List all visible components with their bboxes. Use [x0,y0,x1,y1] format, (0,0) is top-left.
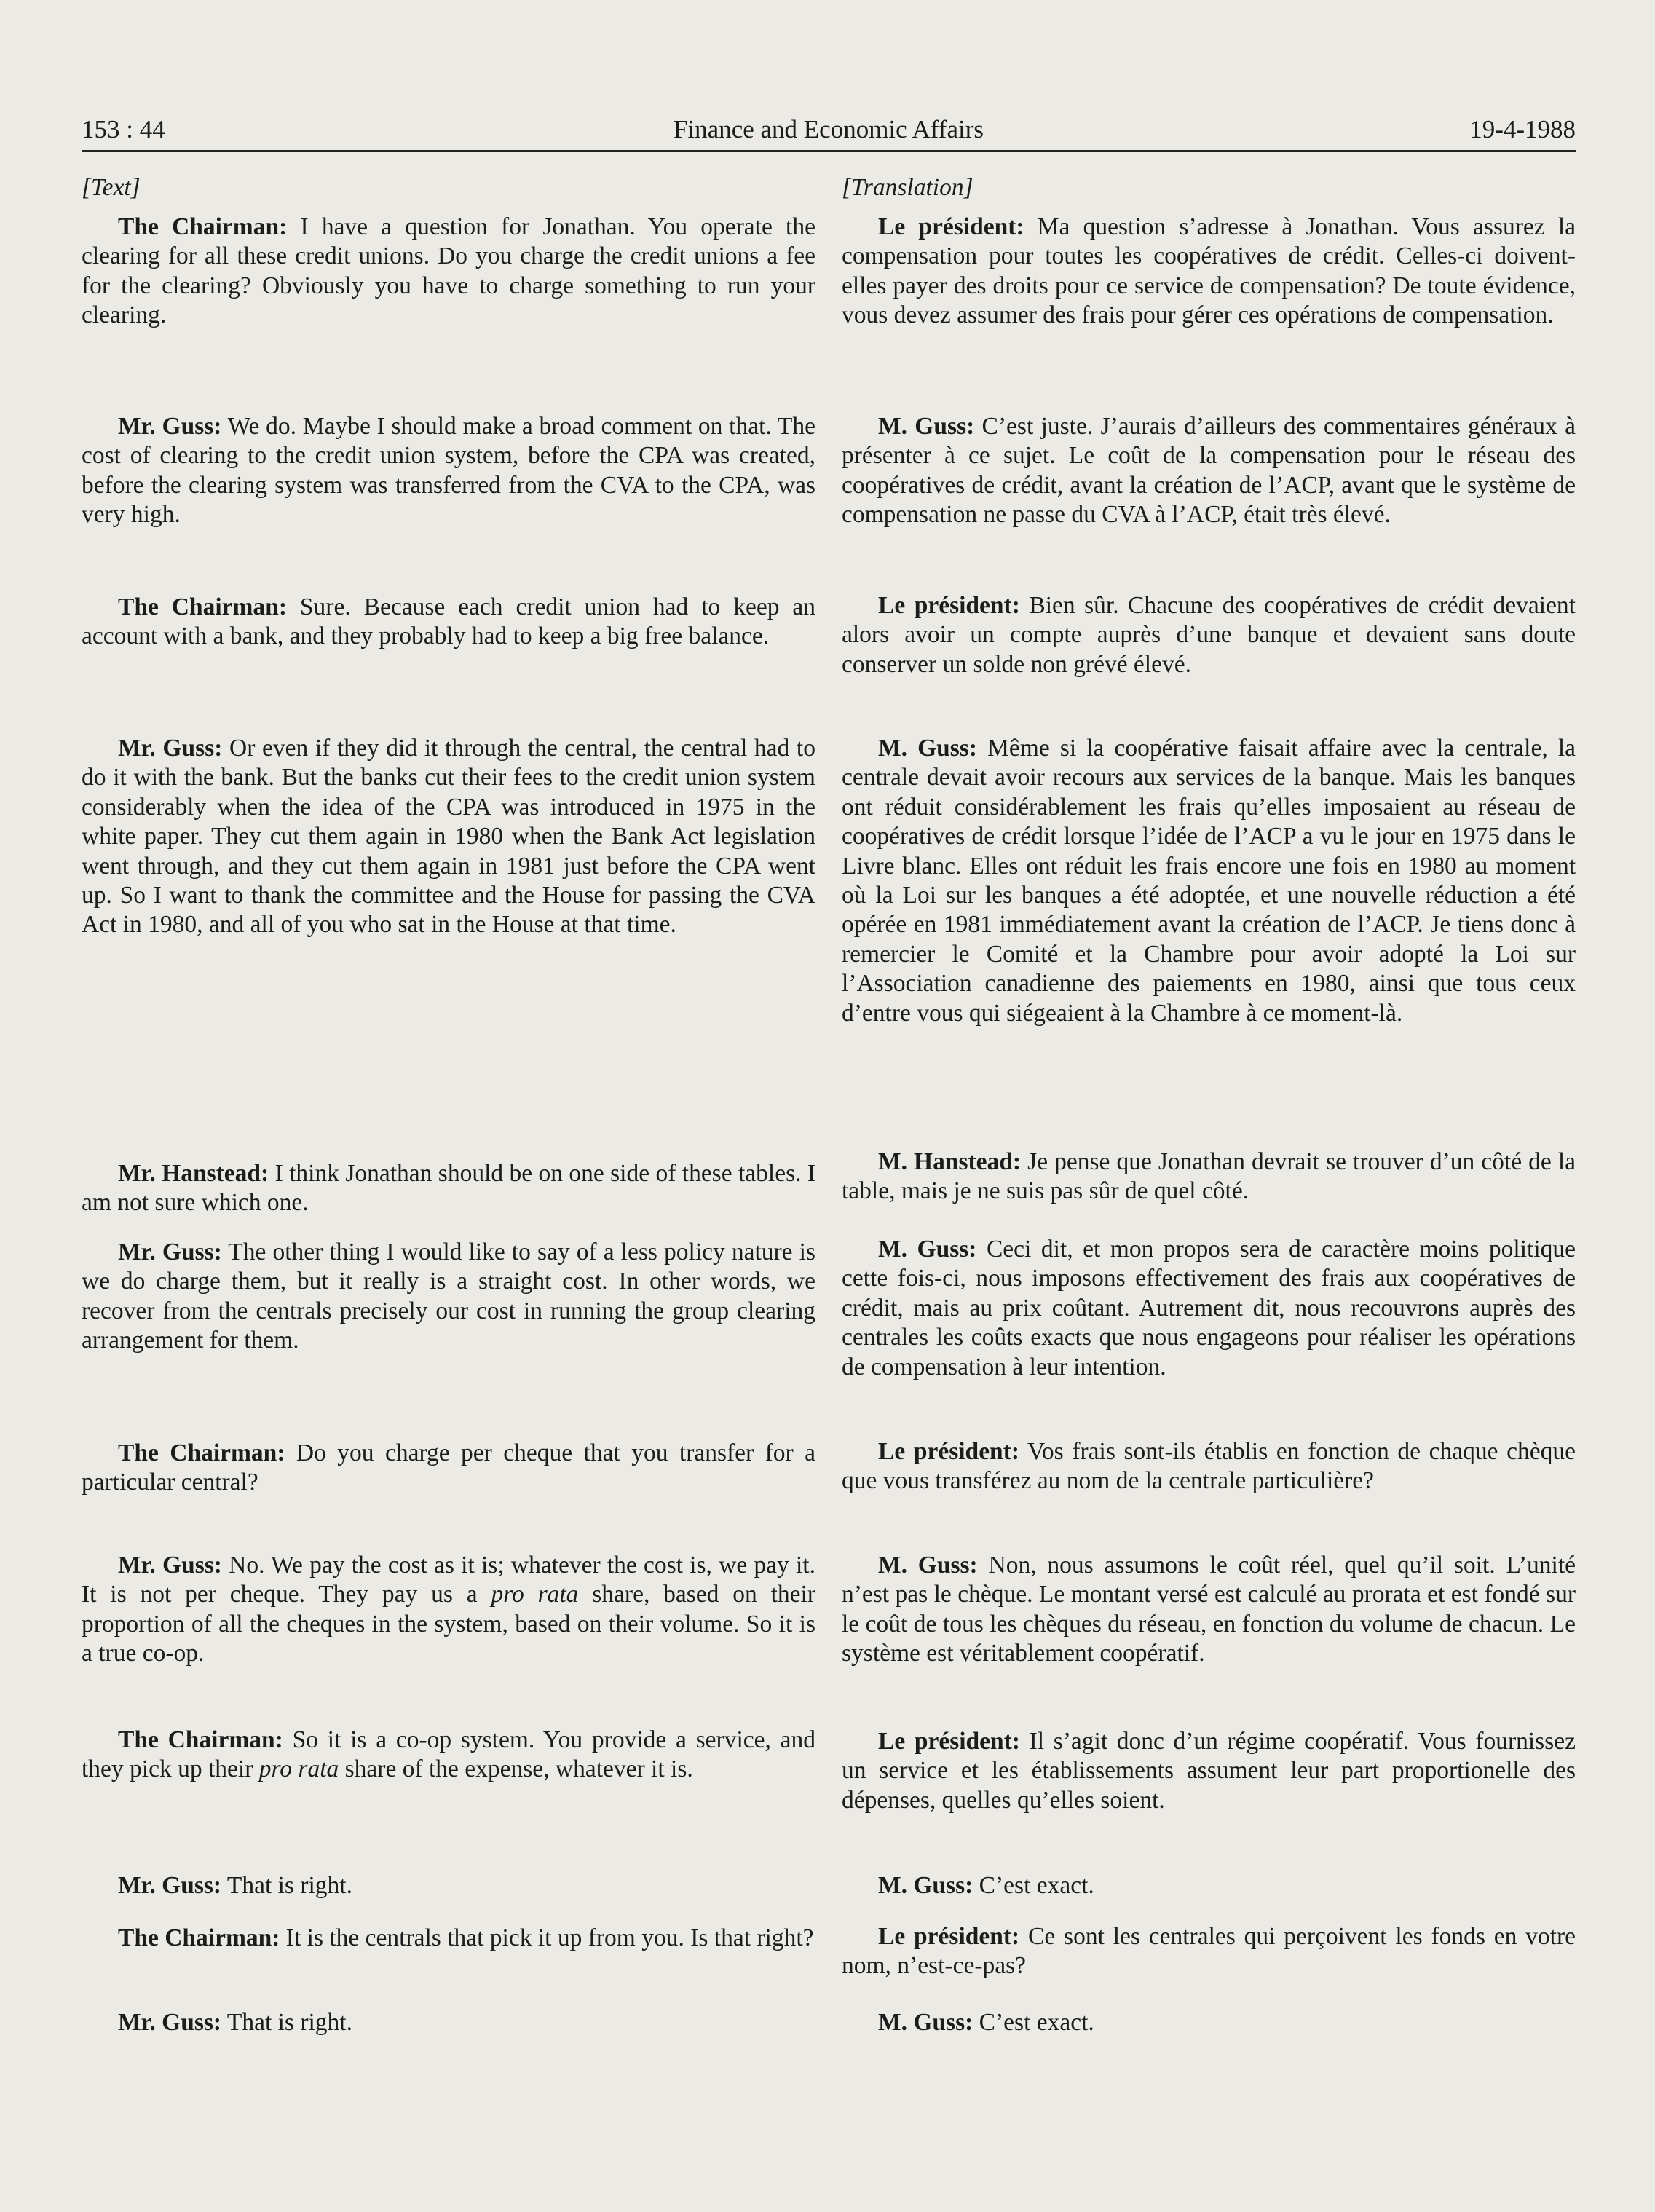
speaker-name: M. Guss: [878,1236,977,1263]
speech-text: C’est juste. J’aurais d’ailleurs des commentaires généraux à présenter à ce sujet. Le coût de la compensation pour le réseau des coopératives de crédit, avant la création de l’ACP, avant que le système de compensation ne passe du CVA à l’ACP, était très élevé. [842,413,1576,529]
speaker-name: Mr. Guss: [118,1872,222,1899]
speech-text: The other thing I would like to say of a less policy nature is we do charge them, but it really is a straight cost. In other words, we recover from the centrals precisely our cost in running the group clearing arrangement for them. [82,1239,815,1354]
transcript-paragraph [82,412,815,530]
transcript-paragraph [842,412,1576,530]
transcript-paragraph [842,591,1576,679]
transcript-paragraph [82,1551,815,1669]
transcript-paragraph [842,734,1576,1028]
transcript-paragraph [82,2008,815,2037]
transcript-paragraph [842,1727,1576,1815]
transcript-paragraph [82,1238,815,1356]
speaker-name: The Chairman: [118,213,288,240]
speaker-name: Le président: [878,213,1024,240]
speech-text: share, based on their proportion of all the cheques in the system, based on their volume. So it is a true co-op. [82,1581,815,1667]
transcript-paragraph [82,593,815,652]
speech-text: Même si la coopérative faisait affaire avec la centrale, la centrale devait avoir recours aux services de la banque. Mais les banques ont réduit considérablement les frais qu’elles imposaient au réseau de coopératives de crédit lorsque l’idée de l’ACP a vu le jour en 1975 dans le Livre blanc. Elles ont réduit les frais encore une fois en 1980 au moment où la Loi sur les banques a été adoptée, et une nouvelle réduction a été opérée en 1981 immédiatement avant la création de l’ACP. Je tiens donc à remercier le Comité et la Chambre pour avoir adopté la Loi sur l’Association canadienne des paiements en 1980, ainsi que tous ceux d’entre vous qui siégeaient à la Chambre à ce moment-là. [842,735,1576,1027]
transcript-paragraph [842,213,1576,331]
speaker-name: M. Guss: [878,735,978,762]
speaker-name: Le président: [878,1923,1020,1950]
speech-text: C’est exact. [973,1872,1094,1899]
speaker-name: Mr. Guss: [118,735,223,762]
speech-text: Do you charge per cheque that you transfer for a particular central? [82,1439,815,1496]
speech-text: C’est exact. [973,2009,1094,2036]
column-label: [Translation] [842,174,973,201]
transcript-paragraph [82,213,815,331]
speech-text: Ma question s’adresse à Jonathan. Vous assurez la compensation pour toutes les coopératives de crédit. Celles-ci doivent-elles payer des droits pour ce service de compensation? De toute évidence, vous devez assumer des frais pour gérer ces opérations de compensation. [842,213,1576,329]
transcript-paragraph [842,1871,1576,1900]
speech-text: So it is a co-op system. You provide a service, and they pick up their [82,1726,815,1783]
speaker-name: M. Guss: [878,2009,973,2036]
speech-text: Il s’agit donc d’un régime coopératif. Vous fournissez un service et les établissements assument leur part proportionelle des dépenses, quelles qu’elles soient. [842,1728,1576,1814]
speech-text: That is right. [221,2009,352,2036]
french-column [842,173,1576,2036]
speaker-name: M. Hanstead: [878,1148,1022,1175]
page-number: 153 : 44 [82,115,165,143]
transcript-paragraph [842,1922,1576,1981]
speech-emphasis: pro rata [258,1755,339,1783]
transcript-paragraph [842,1235,1576,1382]
speaker-name: The Chairman: [118,1439,285,1466]
transcript-paragraph [842,1437,1576,1496]
speaker-name: M. Guss: [878,1552,978,1579]
speech-text: Bien sûr. Chacune des coopératives de crédit devaient alors avoir un compte auprès d’une banque et devaient sans doute conserver un solde non grévé élevé. [842,592,1576,678]
speaker-name: The Chairman: [118,1726,283,1753]
speaker-name: Le président: [878,1438,1020,1465]
speaker-name: The Chairman: [118,593,287,620]
speech-text: Or even if they did it through the central, the central had to do it with the bank. But the banks cut their fees to the credit union system considerably when the idea of the CPA was introduced in 1975 in the white paper. They cut them again in 1980 when the Bank Act legislation went through, and they cut them again in 1981 just before the CPA went up. So I want to thank the committee and the House for passing the CVA Act in 1980, and all of you who sat in the House at that time. [82,735,815,939]
speaker-name: Le président: [878,1728,1020,1755]
speech-text: We do. Maybe I should make a broad comment on that. The cost of clearing to the credit union system, before the CPA was created, before the clearing system was transferred from the CVA to the CPA, was very high. [82,413,815,529]
transcript-paragraph [82,1159,815,1218]
header-rule [82,150,1576,152]
transcript-paragraph [82,734,815,940]
speaker-name: Le président: [878,592,1020,619]
column-label: [Text] [82,174,141,201]
speech-text: Je pense que Jonathan devrait se trouver d’un côté de la table, mais je ne suis pas sûr de quel côté. [842,1148,1576,1205]
speech-text: Vos frais sont-ils établis en fonction de chaque chèque que vous transférez au nom de la centrale particulière? [842,1438,1576,1495]
speech-text: No. We pay the cost as it is; whatever the cost is, we pay it. It is not per cheque. They pay us a [82,1552,815,1608]
speech-text: Non, nous assumons le coût réel, quel qu’il soit. L’unité n’est pas le chèque. Le montant versé est calculé au prorata et est fondé sur le coût de tous les chèques du réseau, en fonction du volume de chacun. Le système est véritablement coopératif. [842,1552,1576,1667]
page-header [82,115,1576,151]
speech-text: I have a question for Jonathan. You operate the clearing for all these credit unions. Do you charge the credit unions a fee for the clearing? Obviously you have to charge something to run your clearing. [82,213,815,329]
transcript-paragraph [82,1726,815,1785]
transcript-paragraph [842,1551,1576,1669]
speaker-name: Mr. Hanstead: [118,1160,269,1187]
transcript-paragraph [82,1871,815,1900]
transcript-paragraph [842,1148,1576,1206]
speech-text: Sure. Because each credit union had to keep an account with a bank, and they probably had to keep a big free balance. [82,593,816,650]
speaker-name: Mr. Guss: [118,1552,222,1579]
speech-text: It is the centrals that pick it up from you. Is that right? [280,1924,814,1951]
transcript-paragraph [82,1439,815,1498]
speech-emphasis: pro rata [491,1581,579,1608]
english-column [82,173,816,2036]
speech-text: share of the expense, whatever it is. [339,1755,693,1783]
header-date: 19-4-1988 [1469,115,1576,143]
speaker-name: M. Guss: [878,413,975,440]
transcript-paragraph [842,2008,1576,2037]
speech-text: I think Jonathan should be on one side of these tables. I am not sure which one. [82,1160,816,1217]
speaker-name: Mr. Guss: [118,1239,222,1265]
speaker-name: Mr. Guss: [118,413,222,440]
speaker-name: The Chairman: [118,1924,280,1951]
transcript-paragraph [82,1924,815,1953]
speech-text: That is right. [221,1872,352,1899]
publication-title: Finance and Economic Affairs [673,115,984,143]
speech-text: Ce sont les centrales qui perçoivent les fonds en votre nom, n’est-ce-pas? [842,1923,1576,1980]
speaker-name: Mr. Guss: [118,2009,222,2036]
speaker-name: M. Guss: [878,1872,973,1899]
speech-text: Ceci dit, et mon propos sera de caractère moins politique cette fois-ci, nous imposons effectivement des frais aux coopératives de crédit, mais au prix coûtant. Autrement dit, nous recouvrons auprès des centrales les coûts exacts que nous engageons pour réaliser les opérations de compensation à leur intention. [842,1236,1576,1380]
